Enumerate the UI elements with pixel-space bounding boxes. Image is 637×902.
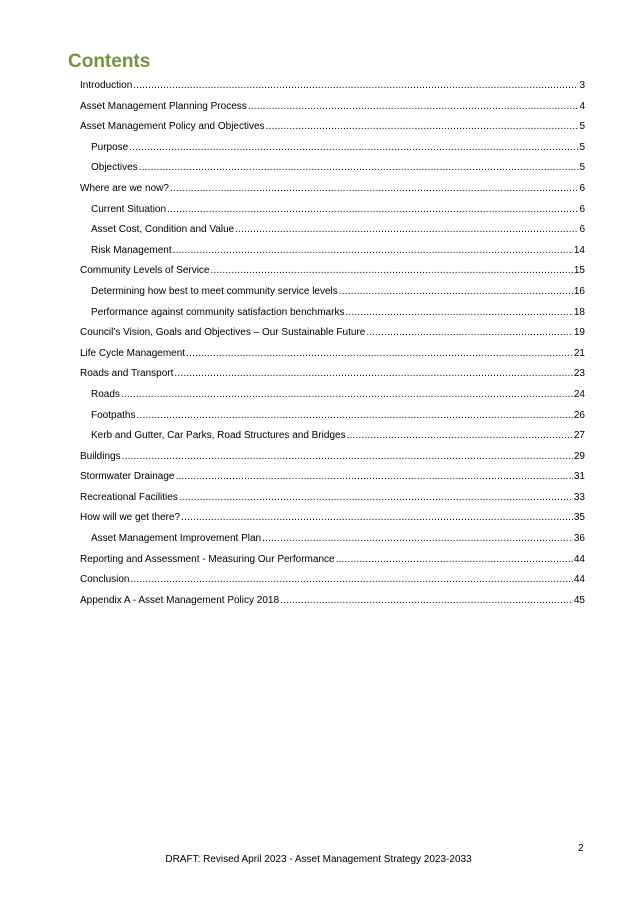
table-of-contents xyxy=(80,76,585,611)
toc-entry[interactable] xyxy=(80,467,585,488)
toc-entry[interactable] xyxy=(80,323,585,344)
toc-entry[interactable] xyxy=(80,282,585,303)
toc-entry[interactable] xyxy=(80,508,585,529)
toc-dot-leader xyxy=(345,303,572,324)
toc-entry-title: Where are we now? xyxy=(80,182,169,194)
toc-dot-leader xyxy=(129,138,578,159)
toc-entry[interactable] xyxy=(80,220,585,241)
toc-dot-leader xyxy=(175,467,572,488)
toc-entry-title: Roads xyxy=(91,388,120,400)
toc-entry-title: Asset Management Planning Process xyxy=(80,100,247,112)
toc-dot-leader xyxy=(173,241,573,262)
toc-entry-title: Recreational Facilities xyxy=(80,491,178,503)
toc-entry-page: 44 xyxy=(573,574,585,586)
toc-dot-leader xyxy=(336,550,573,571)
toc-dot-leader xyxy=(235,220,578,241)
toc-entry[interactable] xyxy=(80,97,585,118)
toc-dot-leader xyxy=(179,488,573,509)
toc-entry-page: 44 xyxy=(573,553,585,565)
toc-entry-page: 6 xyxy=(579,182,585,194)
toc-entry-title: Life Cycle Management xyxy=(80,347,186,359)
toc-entry[interactable] xyxy=(80,550,585,571)
toc-entry-title: Reporting and Assessment - Measuring Our Performance xyxy=(80,553,335,565)
contents-heading: Contents xyxy=(68,51,151,72)
toc-dot-leader xyxy=(186,344,573,365)
page-number: 2 xyxy=(578,843,584,854)
toc-entry-title: Stormwater Drainage xyxy=(80,471,175,483)
toc-entry-page: 23 xyxy=(573,368,585,380)
toc-dot-leader xyxy=(347,426,573,447)
toc-entry-title: Community Levels of Service xyxy=(80,265,210,277)
toc-dot-leader xyxy=(121,385,573,406)
toc-entry-page: 45 xyxy=(573,594,585,606)
toc-entry-title: Introduction xyxy=(80,80,133,91)
toc-entry-title: Asset Management Policy and Objectives xyxy=(80,121,265,133)
toc-entry[interactable] xyxy=(80,488,585,509)
toc-entry-page: 6 xyxy=(579,224,585,236)
toc-entry-title: Appendix A - Asset Management Policy 2018 xyxy=(80,594,280,606)
toc-entry-page: 21 xyxy=(573,347,585,359)
toc-entry-page: 5 xyxy=(579,121,585,133)
toc-entry[interactable] xyxy=(80,179,585,200)
toc-entry-title: Determining how best to meet community service levels xyxy=(91,285,338,297)
toc-entry-title: Roads and Transport xyxy=(80,368,174,380)
toc-entry[interactable] xyxy=(80,200,585,221)
page-footer: DRAFT: Revised April 2023 - Asset Management Strategy 2023-2033 xyxy=(165,854,472,865)
toc-entry[interactable] xyxy=(80,570,585,591)
toc-dot-leader xyxy=(280,591,573,612)
toc-entry[interactable] xyxy=(80,426,585,447)
toc-entry-page: 16 xyxy=(573,285,585,297)
toc-entry[interactable] xyxy=(80,406,585,427)
toc-dot-leader xyxy=(122,447,573,468)
toc-entry-page: 35 xyxy=(573,512,585,524)
toc-entry-title: Asset Cost, Condition and Value xyxy=(91,224,235,236)
toc-dot-leader xyxy=(339,282,573,303)
toc-entry[interactable] xyxy=(80,76,585,97)
toc-entry[interactable] xyxy=(80,261,585,282)
toc-dot-leader xyxy=(130,570,572,591)
toc-entry-page: 6 xyxy=(579,203,585,215)
toc-dot-leader xyxy=(136,406,572,427)
toc-entry-page: 24 xyxy=(573,388,585,400)
toc-entry-title: Council’s Vision, Goals and Objectives – Our Sustainable Future xyxy=(80,327,366,339)
toc-entry-title: Footpaths xyxy=(91,409,136,421)
toc-entry[interactable] xyxy=(80,117,585,138)
toc-dot-leader xyxy=(181,508,573,529)
toc-entry[interactable] xyxy=(80,591,585,612)
toc-entry[interactable] xyxy=(80,344,585,365)
toc-entry-title: Objectives xyxy=(91,162,138,174)
toc-entry[interactable] xyxy=(80,158,585,179)
toc-entry-title: Kerb and Gutter, Car Parks, Road Structures and Bridges xyxy=(91,430,346,442)
toc-entry-title: Asset Management Improvement Plan xyxy=(91,533,262,545)
toc-entry-page: 15 xyxy=(573,265,585,277)
toc-entry-title: How will we get there? xyxy=(80,512,181,524)
toc-dot-leader xyxy=(174,364,572,385)
toc-entry[interactable] xyxy=(80,385,585,406)
toc-entry-page: 26 xyxy=(573,409,585,421)
toc-dot-leader xyxy=(262,529,573,550)
toc-entry-page: 36 xyxy=(573,533,585,545)
toc-entry-title: Buildings xyxy=(80,450,121,462)
toc-dot-leader xyxy=(170,179,579,200)
toc-entry-page: 3 xyxy=(579,80,585,91)
toc-entry-page: 5 xyxy=(579,141,585,153)
toc-entry[interactable] xyxy=(80,241,585,262)
toc-entry-title: Current Situation xyxy=(91,203,167,215)
toc-entry-page: 29 xyxy=(573,450,585,462)
toc-entry-page: 19 xyxy=(573,327,585,339)
toc-entry-page: 33 xyxy=(573,491,585,503)
toc-entry-title: Purpose xyxy=(91,141,129,153)
toc-entry-title: Risk Management xyxy=(91,244,172,256)
toc-entry[interactable] xyxy=(80,447,585,468)
toc-dot-leader xyxy=(139,158,579,179)
toc-dot-leader xyxy=(366,323,573,344)
toc-entry-title: Performance against community satisfaction benchmarks xyxy=(91,306,345,318)
toc-dot-leader xyxy=(167,200,578,221)
toc-dot-leader xyxy=(248,97,579,118)
toc-entry[interactable] xyxy=(80,303,585,324)
toc-entry[interactable] xyxy=(80,138,585,159)
toc-entry-page: 14 xyxy=(573,244,585,256)
toc-dot-leader xyxy=(133,76,578,97)
toc-entry-page: 31 xyxy=(573,471,585,483)
toc-entry[interactable] xyxy=(80,529,585,550)
toc-entry-page: 18 xyxy=(573,306,585,318)
toc-entry-page: 27 xyxy=(573,430,585,442)
toc-dot-leader xyxy=(211,261,573,282)
toc-entry-page: 4 xyxy=(579,100,585,112)
toc-entry-title: Conclusion xyxy=(80,574,130,586)
toc-entry-page: 5 xyxy=(579,162,585,174)
toc-entry[interactable] xyxy=(80,364,585,385)
toc-dot-leader xyxy=(266,117,579,138)
